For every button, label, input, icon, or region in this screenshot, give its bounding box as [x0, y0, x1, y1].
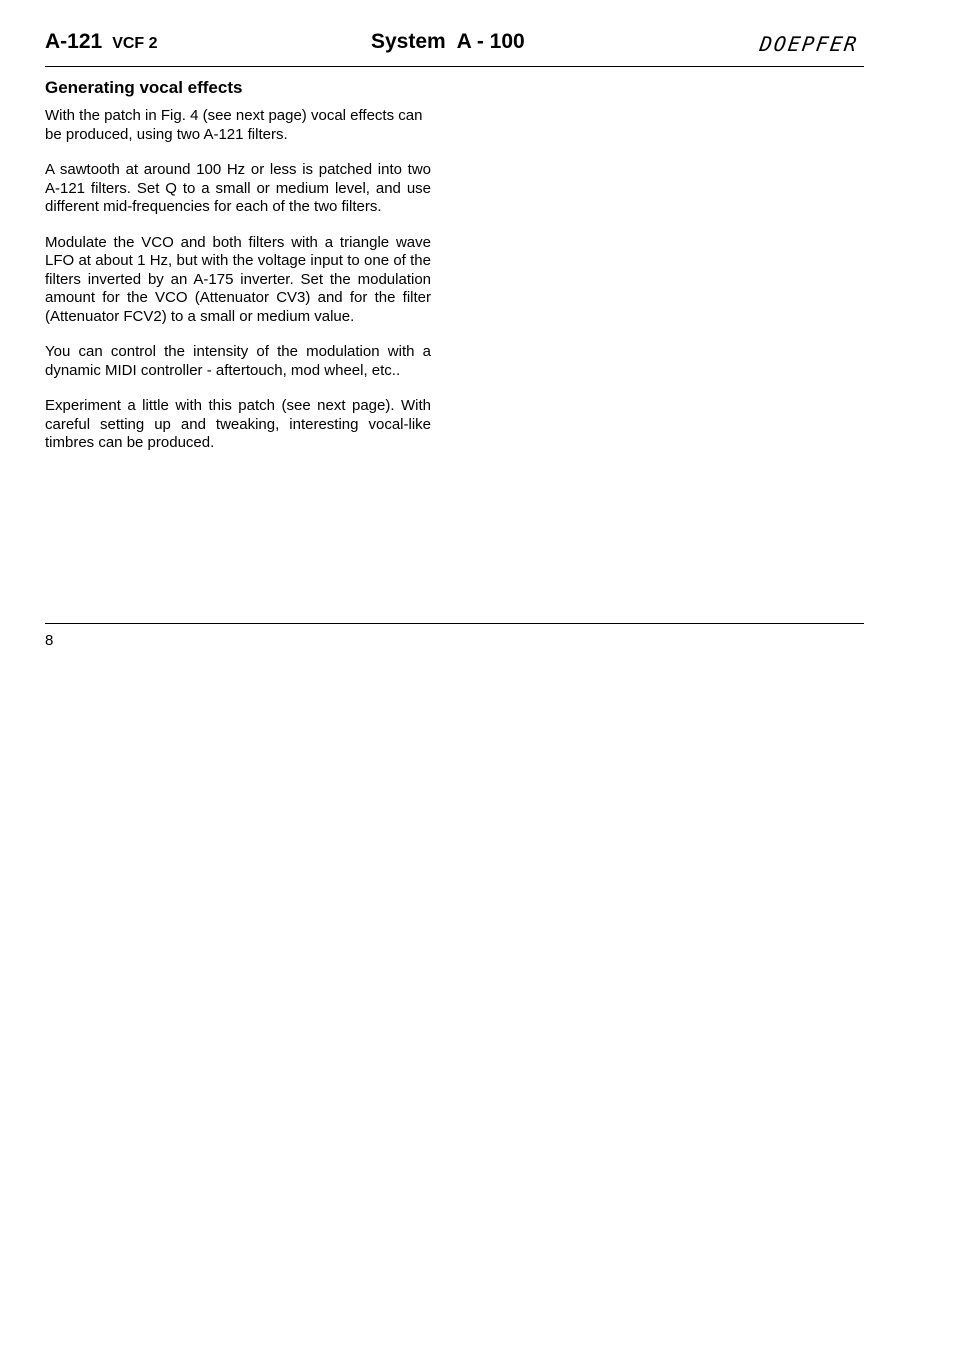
module-title — [45, 30, 158, 54]
paragraph-sawtooth: A sawtooth at around 100 Hz or less is patched into two A-121 filters. Set Q to a small or medium level, and use different mid-frequencies for each of the two filters. — [45, 161, 431, 215]
paragraph-modulation: Modulate the VCO and both filters with a triangle wave LFO at about 1 Hz, but with the voltage input to one of the filters inverted by an A-175 inverter. Set the modulation amount for the VCO (Attenuator CV3) and for the filter (Attenuator FCV2) to a small or medium value. — [45, 233, 431, 325]
paragraph-intro: With the patch in Fig. 4 (see next page) vocal effects can be produced, using two A-121 filters. — [45, 107, 423, 143]
paragraph-experiment: Experiment a little with this patch (see next page). With careful setting up and tweaking, interesting vocal-like timbres can be produced. — [45, 397, 431, 451]
module-name: VCF 2 — [112, 35, 158, 52]
page-number: 8 — [45, 632, 54, 649]
doepfer-logo: DOEPFER — [758, 32, 860, 56]
section-heading: Generating vocal effects — [45, 78, 243, 97]
paragraph-midi-control: You can control the intensity of the modulation with a dynamic MIDI controller - aftertouch, mod wheel, etc.. — [45, 343, 431, 379]
module-code: A-121 — [45, 30, 103, 53]
footer-divider — [45, 623, 864, 624]
page-header — [45, 28, 864, 67]
main-content — [45, 77, 431, 470]
system-title: System A - 100 — [371, 30, 525, 53]
